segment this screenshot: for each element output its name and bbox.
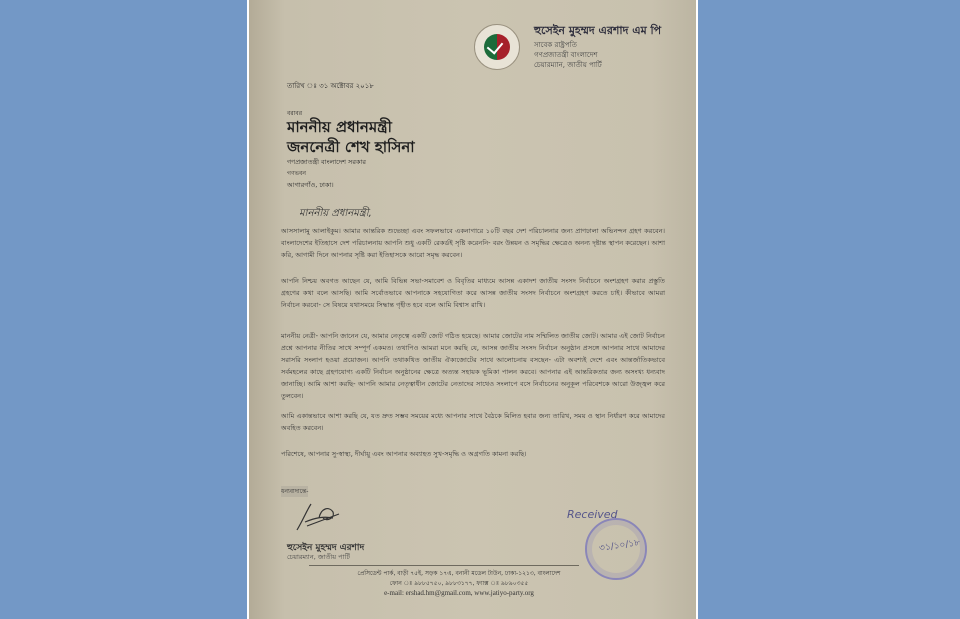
recipient-location: আগারগাঁও, ঢাকা।	[287, 181, 334, 189]
paragraph-3: মাননীয় নেত্রী- আপনি জানেন যে, আমার নেতৃত্বে একটি জোট গঠিত হয়েছে। আমার জোটের নাম সম্মিলিত জাতীয় জোট। আমার এই জোট নির্বাচন প্রশ্নে আপনার নীতির সাথে সম্পূর্ণ একমত। তথাপিও আমরা মনে করছি যে, আসন্ন জাতীয় সংসদ নির্বাচন অনুষ্ঠান প্রসঙ্গে আপনার সাথে আমাদের সরাসরি সংলাপ হওয়া প্রয়োজন। আপনি তথাকথিত জাতীয় ঐক্যজোটের সাথে আলোচনায় বসছেন- এটা অবশ্যই দেশে এবং আন্তর্জাতিকভাবে সর্বমহলের কাছে গ্রহণযোগ্য একটি নির্বাচন অনুষ্ঠানের ক্ষেত্রে অত্যন্ত সহায়ক ভূমিকা পালন করবে। আপনার এই আন্তরিকতার জন্য অসংখ্য ধন্যবাদ জানাচ্ছি। আমি আশা করছি- আপনি আমার নেতৃত্বাধীন জোটের নেতাদের সাথেও সংলাপে বসে নির্বাচনের অনুকূল পরিবেশকে আরো উজ্জ্বল করে তুলবেন।	[281, 332, 665, 400]
letterhead	[474, 22, 684, 72]
footer-divider	[309, 565, 579, 566]
letterhead-line1: সাবেক রাষ্ট্রপতি	[534, 41, 577, 49]
closing: ধন্যবাদান্তে-	[281, 488, 309, 495]
signatory-title: চেয়ারম্যান, জাতীয় পার্টি	[287, 553, 350, 561]
recipient-government: গণপ্রজাতন্ত্রী বাংলাদেশ সরকার	[287, 158, 366, 166]
recipient-office: গণভবন	[287, 170, 306, 177]
paragraph-2: আপনি নিশ্চয় অবগত আছেন যে, আমি বিভিন্ন সভা-সমাবেশ ও বিবৃতির মাধ্যমে আসন্ন একাদশ জাতীয় সংসদ নির্বাচনে অংশগ্রহণ করার প্রস্তুতি গ্রহণের কথা বলে আসছি। আমি সর্বোতভাবে আপনাকে সহযোগিতা করে আসন্ন জাতীয় সংসদ নির্বাচনে অংশগ্রহণ করতে চাই। কীভাবে আমরা নির্বাচন করবো- সে বিষয়ে যথাসময়ে সিদ্ধান্ত গৃহীত হবে বলে আমি বিশ্বাস রাখি।	[281, 277, 665, 309]
to-label: বরাবর	[287, 110, 303, 117]
received-note: Received	[567, 508, 618, 521]
recipient-title: মাননীয় প্রধানমন্ত্রী	[287, 118, 392, 136]
jatiyo-party-logo-icon	[474, 24, 520, 70]
letterhead-line3: চেয়ারম্যান, জাতীয় পার্টি	[534, 61, 602, 69]
letter-page	[249, 0, 696, 619]
letter-date: তারিখ ঃ ৩১ অক্টোবর ২০১৮	[287, 82, 374, 90]
handwritten-signature-icon	[289, 500, 349, 536]
salutation: মাননীয় প্রধানমন্ত্রী,	[299, 208, 372, 219]
letterhead-name: হুসেইন মুহম্মদ এরশাদ এম পি	[534, 24, 662, 37]
stamp-date: ৩১/১০/১৮	[598, 538, 641, 554]
footer-phone: ফোন ঃ ৯৮৮৫৭৫০, ৯৮৮৩১৭৭, ফ্যাক্স ঃ ৯৮৯০৩৫৫	[389, 580, 529, 587]
footer-contact: e-mail: ershad.hm@gmail.com, www.jatiyo-party.org	[384, 589, 534, 597]
letterhead-line2: গণপ্রজাতন্ত্রী বাংলাদেশ	[534, 51, 598, 59]
paragraph-4: আমি একান্তভাবে আশা করছি যে, যত দ্রুত সম্ভব সময়ের মধ্যে আপনার সাথে বৈঠকে মিলিত হবার জন্য তারিখ, সময় ও স্থান নির্ধারণ করে আমাদের অবহিত করবেন।	[281, 412, 665, 432]
letter-photo	[247, 0, 698, 619]
paragraph-1: আসসালামু আলাইকুম। আমার আন্তরিক শুভেচ্ছা এবং সফলভাবে একনাগারে ১০টি বছর দেশ পরিচালনার জন্য প্রাণঢালা অভিনন্দন গ্রহণ করবেন। বাংলাদেশের ইতিহাসে দেশ পরিচালনায় আপনি শুধু একটি রেকর্ডই সৃষ্টি করেননি- বরং উন্নয়ন ও সমৃদ্ধির ক্ষেত্রেও অনন্য দৃষ্টান্ত স্থাপন করেছেন। আশা করি, আগামী দিনে আপনার সৃষ্টি করা ইতিহাসকে আরো সমৃদ্ধ করবেন।	[281, 227, 665, 259]
paragraph-5: পরিশেষে, আপনার সু-স্বাস্থ্য, দীর্ঘায়ু এবং আপনার অব্যাহত সুখ-সমৃদ্ধি ও অগ্রগতি কামনা করছি।	[281, 450, 527, 458]
signatory-name: হুসেইন মুহম্মদ এরশাদ	[287, 543, 365, 553]
recipient-name: জননেত্রী শেখ হাসিনা	[287, 138, 415, 156]
footer-address: প্রেসিডেন্ট পার্ক, বাড়ী ৭৫ই, সড়ক ১৭এ, বনানী মডেল টাউন, ঢাকা-১২১৩, বাংলাদেশ	[357, 570, 561, 577]
